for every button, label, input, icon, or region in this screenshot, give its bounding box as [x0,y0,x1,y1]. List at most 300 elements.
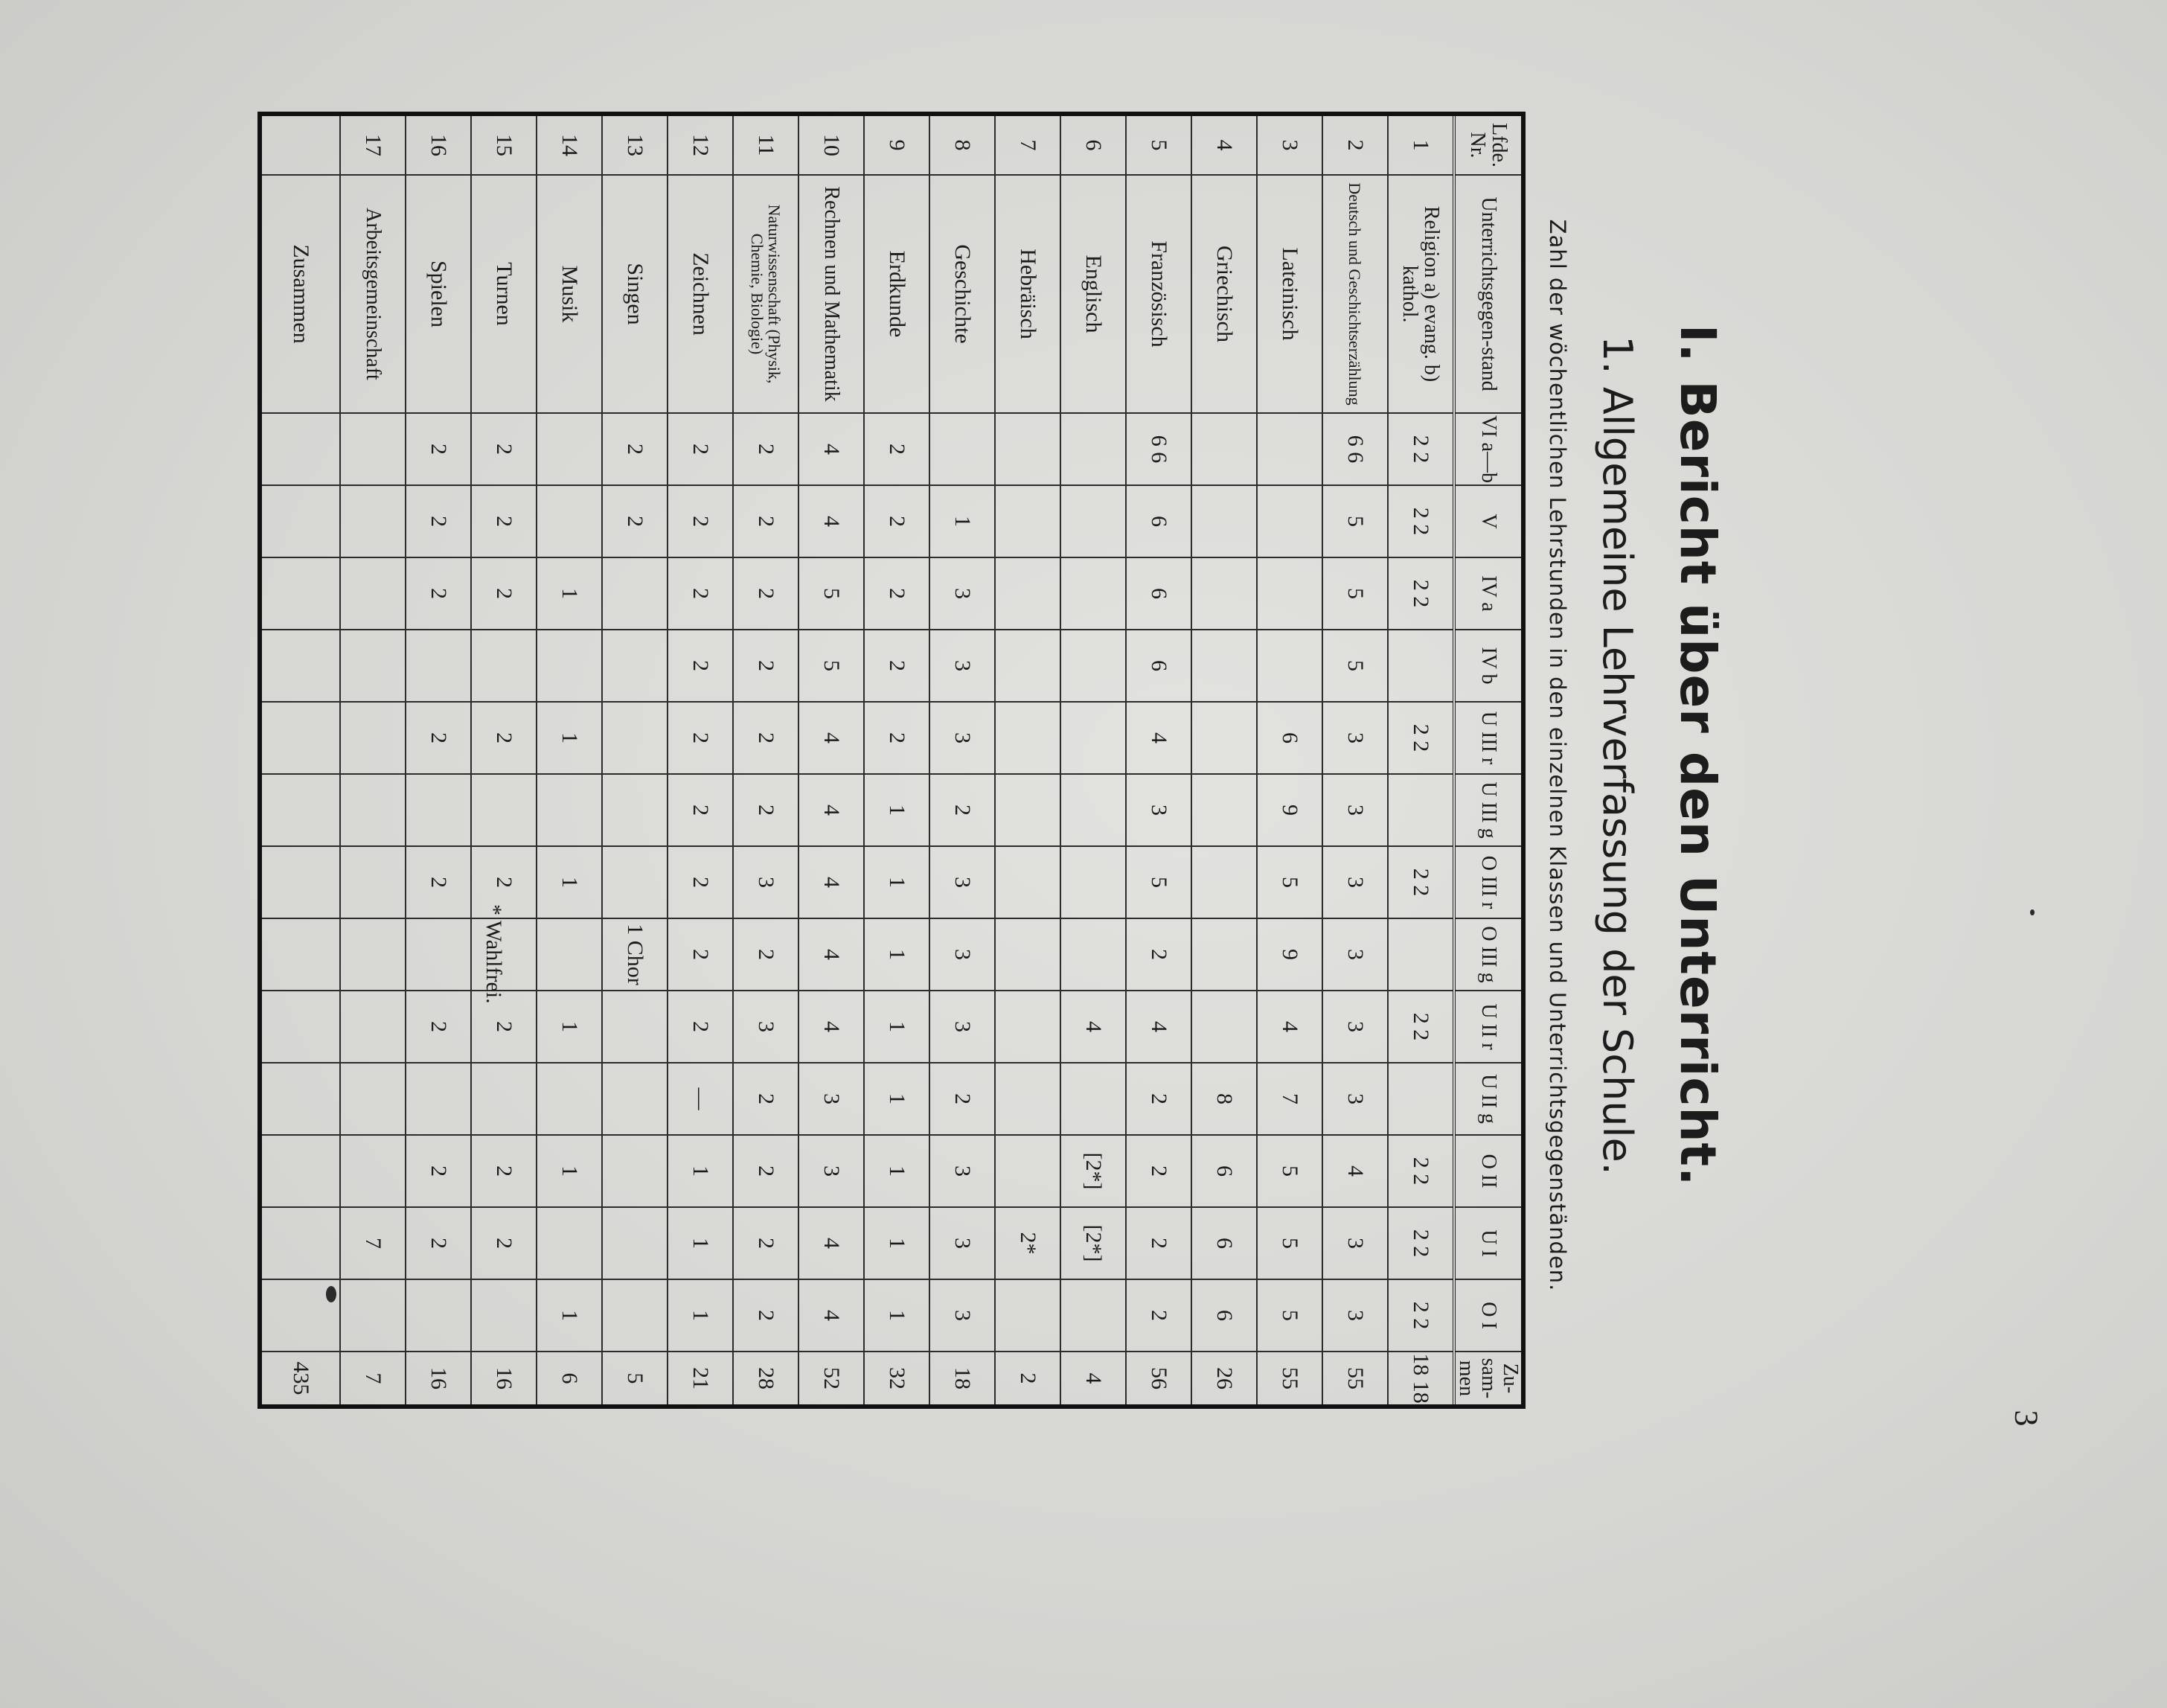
header-class: V [1454,485,1523,557]
hours-cell [260,1063,340,1135]
hours-cell: 3 [929,702,995,774]
row-sum: 55 [1257,1352,1322,1407]
hours-cell: 2 [602,485,668,557]
hours-cell: 2 [406,1207,471,1279]
hours-cell: 2 [1126,1207,1191,1279]
row-sum: 435 [260,1352,340,1407]
table-row [798,114,864,1407]
subject-name: Englisch [1060,175,1126,413]
hours-cell: 4 [1126,702,1191,774]
header-class: U III r [1454,702,1523,774]
hours-cell [340,1135,406,1207]
hours-cell: 6 6 [1126,413,1191,485]
hours-cell [1257,413,1322,485]
header-class: O II [1454,1135,1523,1207]
subject-name: Turnen [471,175,537,413]
hours-cell: 3 [1322,774,1388,846]
hours-cell [602,702,668,774]
hours-cell [995,774,1060,846]
hours-cell: 2 [471,1207,537,1279]
hours-cell [537,630,602,702]
hours-cell: 4 [798,846,864,918]
row-sum: 18 18 [1388,1352,1454,1407]
header-class: IV a [1454,557,1523,630]
table-row-total [260,114,340,1407]
hours-cell [471,630,537,702]
hours-cell: 2 2 [1388,1279,1454,1352]
row-number [260,114,340,175]
row-sum: 16 [406,1352,471,1407]
hours-cell: 1 [537,702,602,774]
footnote: * Wahlfrei. [481,904,506,1004]
hours-cell: 4 [798,991,864,1063]
table-row [668,114,733,1407]
hours-cell: 5 [798,557,864,630]
subject-name: Musik [537,175,602,413]
hours-cell [1060,485,1126,557]
hours-cell: 5 [1126,846,1191,918]
hours-cell [1191,918,1257,991]
hours-cell [340,702,406,774]
hours-cell: 2 [406,1135,471,1207]
hours-cell [471,1279,537,1352]
row-sum: 32 [864,1352,929,1407]
hours-cell: 2 [406,413,471,485]
row-number: 9 [864,114,929,175]
table-header-row [1454,114,1523,1407]
table-row [602,114,668,1407]
hours-cell: 8 [1191,1063,1257,1135]
hours-cell: 2 2 [1388,485,1454,557]
hours-cell: 2 [864,485,929,557]
hours-cell: 2 [733,1135,798,1207]
row-sum: 5 [602,1352,668,1407]
hours-cell: 6 [1126,557,1191,630]
subject-name: Griechisch [1191,175,1257,413]
hours-cell: 5 [1257,846,1322,918]
hours-cell: 2 2 [1388,991,1454,1063]
hours-cell: 4 [1060,991,1126,1063]
hours-cell: 2 [471,846,537,918]
hours-cell: 1 [864,1279,929,1352]
hours-cell: 4 [798,774,864,846]
row-number: 13 [602,114,668,175]
header-class: IV b [1454,630,1523,702]
hours-cell: 2 [733,630,798,702]
hours-cell: 6 6 [1322,413,1388,485]
hours-cell: 2 [668,413,733,485]
hours-cell: 1 [537,1135,602,1207]
hours-cell [1191,846,1257,918]
hours-cell: 3 [929,630,995,702]
hours-cell [1060,774,1126,846]
subject-name: Spielen [406,175,471,413]
table-row [1257,114,1322,1407]
table-body [260,114,1454,1407]
header-class: U III g [1454,774,1523,846]
hours-cell: 2 [733,918,798,991]
hours-cell [1257,630,1322,702]
hours-cell [602,1063,668,1135]
hours-cell: 5 [1322,630,1388,702]
table-row [929,114,995,1407]
hours-cell [1060,918,1126,991]
hours-cell: 1 [668,1207,733,1279]
hours-cell: 2 [471,702,537,774]
hours-cell [340,991,406,1063]
hours-cell: 4 [1322,1135,1388,1207]
hours-cell: 2 [864,557,929,630]
hours-cell [260,557,340,630]
hours-cell: 5 [1257,1135,1322,1207]
hours-cell: 2 [668,918,733,991]
hours-cell [995,485,1060,557]
hours-cell [602,1135,668,1207]
hours-cell: 7 [1257,1063,1322,1135]
hours-cell [602,1207,668,1279]
hours-cell: 2 [864,702,929,774]
hours-cell [260,774,340,846]
subject-name: Erdkunde [864,175,929,413]
hours-cell: 2 [471,991,537,1063]
table-row [471,114,537,1407]
hours-cell: 2 [406,557,471,630]
hours-cell: 3 [1322,991,1388,1063]
hours-cell: 4 [1126,991,1191,1063]
hours-cell [340,1279,406,1352]
header-class: VI a—b [1454,413,1523,485]
hours-cell [1388,1063,1454,1135]
hours-cell [1257,485,1322,557]
hours-cell: 1 [864,1135,929,1207]
hours-cell: 2 2 [1388,1135,1454,1207]
hours-cell [260,1207,340,1279]
subject-name: Rechnen und Mathematik [798,175,864,413]
hours-cell: 2 [864,630,929,702]
hours-cell [602,991,668,1063]
row-sum: 16 [471,1352,537,1407]
hours-cell: 4 [798,413,864,485]
hours-cell [260,991,340,1063]
hours-cell: 3 [929,991,995,1063]
subject-name: Französisch [1126,175,1191,413]
hours-cell: 2 [733,1063,798,1135]
row-number: 16 [406,114,471,175]
hours-cell [995,702,1060,774]
hours-cell [995,1279,1060,1352]
hours-cell: 2 [471,485,537,557]
header-subject: Unterrichtsgegen-stand [1454,175,1523,413]
hours-cell: — [668,1063,733,1135]
subject-name: Arbeitsgemeinschaft [340,175,406,413]
hours-cell: [2*] [1060,1207,1126,1279]
hours-cell [1191,774,1257,846]
hours-cell: 2 [471,413,537,485]
hours-cell [1191,702,1257,774]
subject-name: Zeichnen [668,175,733,413]
hours-cell [471,774,537,846]
hours-cell: 2 [733,413,798,485]
ink-speck [2030,909,2035,915]
hours-cell [537,413,602,485]
hours-cell: 1 [668,1279,733,1352]
hours-cell [1060,413,1126,485]
hours-cell: 3 [929,1279,995,1352]
hours-cell: 9 [1257,774,1322,846]
hours-cell: 2 [471,557,537,630]
hours-cell: 6 [1126,630,1191,702]
hours-cell: 2 [668,846,733,918]
row-number: 3 [1257,114,1322,175]
header-class: U II g [1454,1063,1523,1135]
hours-cell: 3 [798,1135,864,1207]
hours-cell [537,918,602,991]
hours-cell [1257,557,1322,630]
page-number: 3 [2008,1410,2045,1427]
hours-cell: 2* [995,1207,1060,1279]
hours-cell: 2 2 [1388,1207,1454,1279]
hours-cell: 5 [798,630,864,702]
row-sum: 52 [798,1352,864,1407]
hours-cell: 2 2 [1388,557,1454,630]
hours-cell [1388,630,1454,702]
hours-cell [995,1135,1060,1207]
hours-cell [260,846,340,918]
hours-cell [406,1279,471,1352]
row-sum: 26 [1191,1352,1257,1407]
hours-cell: 5 [1257,1279,1322,1352]
hours-cell [995,918,1060,991]
hours-cell: 1 Chor [602,918,668,991]
hours-cell: 6 [1191,1135,1257,1207]
hours-cell [340,413,406,485]
table-row [1322,114,1388,1407]
hours-cell: 1 [537,1279,602,1352]
table-caption: Zahl der wöchentlichen Lehrstunden in den einzelnen Klassen und Unterrichtsgegenständen. [1545,219,1570,1292]
hours-cell: 2 [406,846,471,918]
hours-cell: 3 [1322,846,1388,918]
hours-cell: 2 2 [1388,702,1454,774]
hours-cell [995,846,1060,918]
row-number: 1 [1388,114,1454,175]
hours-cell: 1 [537,991,602,1063]
header-class: U I [1454,1207,1523,1279]
subject-name: Deutsch und Geschichtserzählung [1322,175,1388,413]
hours-cell: 2 [1126,918,1191,991]
hours-cell: 2 [668,485,733,557]
rotated-page-content [288,30,1771,1481]
hours-cell: 4 [798,1207,864,1279]
hours-cell [406,774,471,846]
hours-cell: 1 [668,1135,733,1207]
hours-cell [537,1063,602,1135]
hours-cell [1060,557,1126,630]
hours-cell [602,557,668,630]
table-row [733,114,798,1407]
hours-cell [406,1063,471,1135]
hours-cell [340,1063,406,1135]
hours-cell [1388,774,1454,846]
table-row [1191,114,1257,1407]
hours-cell: 9 [1257,918,1322,991]
hours-cell: 2 [602,413,668,485]
hours-cell: 2 [733,557,798,630]
section-title: I. Bericht über den Unterricht. [1669,324,1726,1187]
hours-cell: 2 [733,702,798,774]
hours-cell: 3 [929,1207,995,1279]
row-sum: 21 [668,1352,733,1407]
hours-cell [537,485,602,557]
hours-cell [995,557,1060,630]
hours-cell [340,774,406,846]
hours-cell: 1 [929,485,995,557]
hours-cell: 1 [864,774,929,846]
hours-cell: 3 [733,991,798,1063]
hours-cell [260,413,340,485]
hours-cell: 2 [1126,1279,1191,1352]
subject-name: Religion a) evang. b) kathol. [1388,175,1454,413]
hours-cell: 3 [929,918,995,991]
hours-cell: 4 [1257,991,1322,1063]
subject-name: Naturwissenschaft (Physik, Chemie, Biologie) [733,175,798,413]
hours-cell [995,991,1060,1063]
header-class: O I [1454,1279,1523,1352]
hours-cell [602,1279,668,1352]
hours-cell [1191,413,1257,485]
hours-cell [260,485,340,557]
hours-cell: 2 [733,774,798,846]
row-sum: 56 [1126,1352,1191,1407]
header-sum: Zu-sam-men [1454,1352,1523,1407]
hours-cell: 6 [1191,1207,1257,1279]
table-row [406,114,471,1407]
header-class: O III g [1454,918,1523,991]
hours-cell: 6 [1257,702,1322,774]
hours-cell [1191,991,1257,1063]
hours-cell: 2 2 [1388,413,1454,485]
hours-cell [340,630,406,702]
row-number: 8 [929,114,995,175]
hours-cell: 2 [668,630,733,702]
row-sum: 6 [537,1352,602,1407]
header-nr: Lfde. Nr. [1454,114,1523,175]
hours-cell [602,846,668,918]
hours-cell [995,413,1060,485]
hours-cell: 3 [1322,918,1388,991]
hours-cell [1060,630,1126,702]
row-number: 14 [537,114,602,175]
hours-cell: 5 [1257,1207,1322,1279]
table-row [1388,114,1454,1407]
section-subtitle: 1. Allgemeine Lehrverfassung der Schule. [1594,336,1641,1175]
subject-name: Lateinisch [1257,175,1322,413]
row-number: 6 [1060,114,1126,175]
row-number: 5 [1126,114,1191,175]
hours-cell: 6 [1191,1279,1257,1352]
hours-cell [1060,1279,1126,1352]
table-row [1126,114,1191,1407]
hours-cell [537,774,602,846]
hours-cell [995,630,1060,702]
hours-cell [260,702,340,774]
row-sum: 55 [1322,1352,1388,1407]
row-sum: 2 [995,1352,1060,1407]
table-row [1060,114,1126,1407]
hours-cell [260,1135,340,1207]
row-number: 11 [733,114,798,175]
hours-cell: 2 [733,485,798,557]
row-number: 17 [340,114,406,175]
hours-cell: 1 [864,846,929,918]
hours-cell: 4 [798,485,864,557]
table-row [864,114,929,1407]
table-row [340,114,406,1407]
subject-name: Geschichte [929,175,995,413]
hours-cell: 3 [1322,1063,1388,1135]
hours-cell [340,846,406,918]
hours-cell: 2 [406,991,471,1063]
hours-cell: 1 [864,1063,929,1135]
hours-cell [340,918,406,991]
hours-cell: 5 [1322,557,1388,630]
hours-cell: 2 [1126,1063,1191,1135]
hours-cell [929,413,995,485]
hours-cell [260,630,340,702]
hours-cell: 3 [929,1135,995,1207]
hours-cell [1060,1063,1126,1135]
hours-cell: 1 [537,557,602,630]
hours-cell [260,1279,340,1352]
row-sum: 28 [733,1352,798,1407]
lesson-plan-table [257,112,1526,1409]
hours-cell: 2 [864,413,929,485]
hours-cell: 3 [1322,1279,1388,1352]
hours-cell: 3 [1322,1207,1388,1279]
hours-cell [1060,702,1126,774]
hours-cell: 1 [537,846,602,918]
subject-name: Hebräisch [995,175,1060,413]
hours-cell [995,1063,1060,1135]
hours-cell: 2 [471,1135,537,1207]
hours-cell: 4 [798,702,864,774]
hours-cell: 3 [1322,702,1388,774]
hours-cell [602,630,668,702]
hours-cell: 2 [668,774,733,846]
hours-cell: 2 [1126,1135,1191,1207]
subject-name: Singen [602,175,668,413]
hours-cell: 3 [929,557,995,630]
hours-cell: 4 [798,1279,864,1352]
hours-cell: 7 [340,1207,406,1279]
hours-cell [1191,557,1257,630]
subject-name: Zusammen [260,175,340,413]
hours-cell: 2 [929,774,995,846]
table-row [537,114,602,1407]
hours-cell [1191,630,1257,702]
row-number: 15 [471,114,537,175]
hours-cell [1388,918,1454,991]
hours-cell: 6 [1126,485,1191,557]
hours-cell: 1 [864,991,929,1063]
row-number: 10 [798,114,864,175]
table-row [995,114,1060,1407]
row-number: 7 [995,114,1060,175]
hours-cell: 2 [733,1279,798,1352]
hours-cell [340,485,406,557]
hours-cell: 1 [864,1207,929,1279]
hours-cell [406,918,471,991]
hours-cell: 2 [733,1207,798,1279]
